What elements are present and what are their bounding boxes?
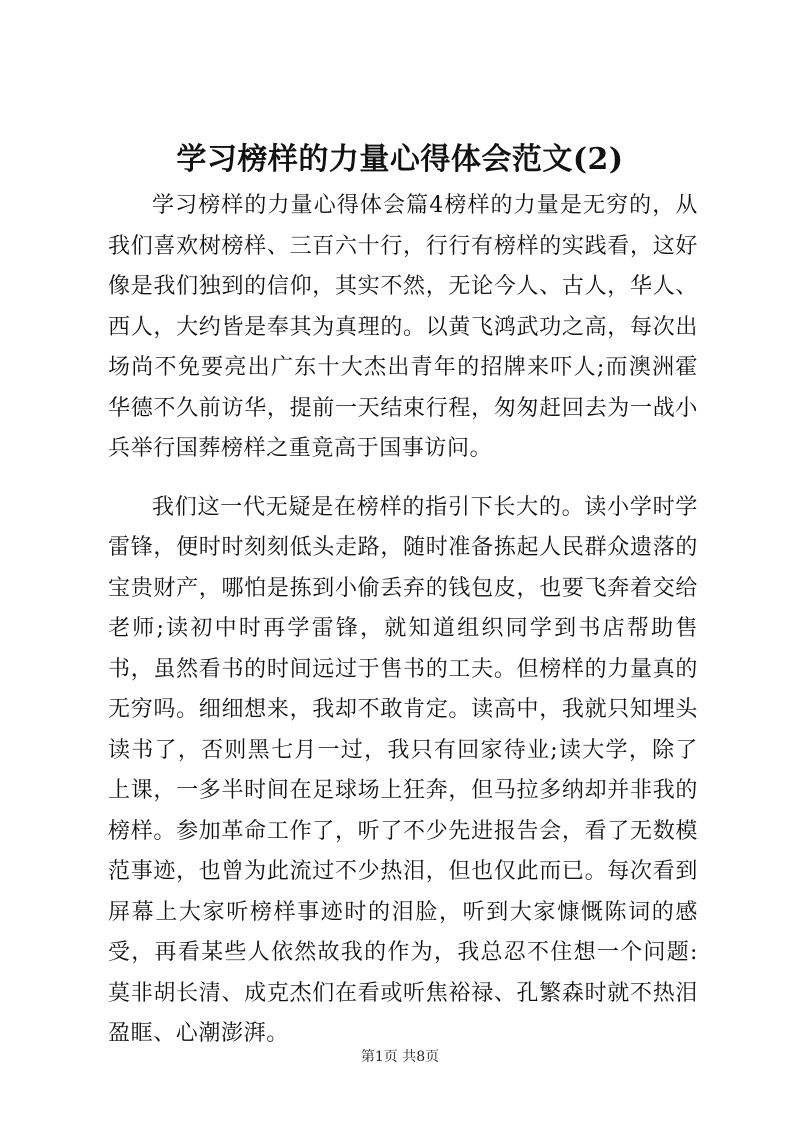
page-number-footer: 第1页 共8页: [360, 1049, 440, 1065]
document-body: [108, 186, 698, 1073]
paragraph-1: 学习榜样的力量心得体会篇4榜样的力量是无穷的，从我们喜欢树榜样、三百六十行，行行有榜样的实践看，这好像是我们独到的信仰，其实不然，无论今人、古人，华人、西人，大约皆是奉其为真理的。以黄飞鸿武功之高，每次出场尚不免要亮出广东十大杰出青年的招牌来吓人;而澳洲霍华德不久前访华，提前一天结束行程，匆匆赶回去为一战小兵举行国葬榜样之重竟高于国事访问。: [108, 193, 698, 461]
document-title: 学习榜样的力量心得体会范文(2): [176, 142, 624, 177]
paragraph-2: 我们这一代无疑是在榜样的指引下长大的。读小学时学雷锋，便时时刻刻低头走路，随时准备拣起人民群众遗落的宝贵财产，哪怕是拣到小偷丢弃的钱包皮，也要飞奔着交给老师;读初中时再学雷锋，就知道组织同学到书店帮助售书，虽然看书的时间远过于售书的工夫。但榜样的力量真的无穷吗。细细想来，我却不敢肯定。读高中，我就只知埋头读书了，否则黑七月一过，我只有回家待业;读大学，除了上课，一多半时间在足球场上狂奔，但马拉多纳却并非我的榜样。参加革命工作了，听了不少先进报告会，看了无数模范事迹，也曾为此流过不少热泪，但也仅此而已。每次看到屏幕上大家听榜样事迹时的泪脸，听到大家慷慨陈词的感受，再看某些人依然故我的作为，我总忍不住想一个问题:莫非胡长清、成克杰们在看或听焦裕禄、孔繁森时就不热泪盈眶、心潮澎湃。: [108, 494, 698, 1046]
